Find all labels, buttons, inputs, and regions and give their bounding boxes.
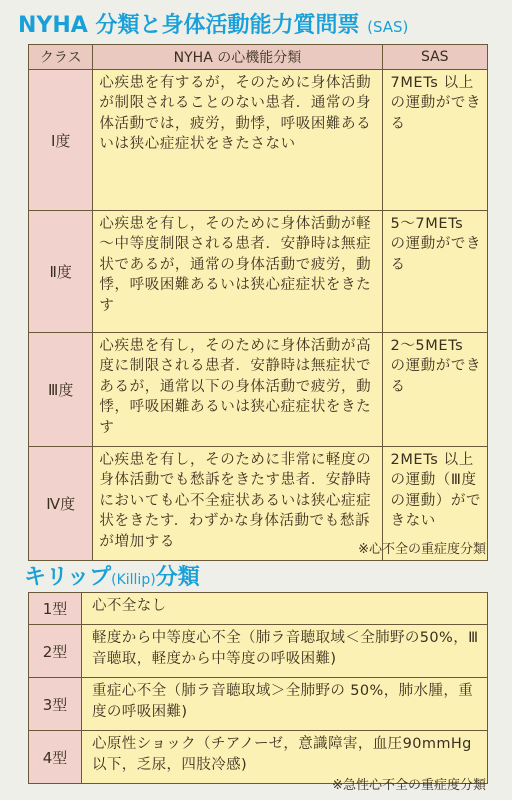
header-sas: SAS: [382, 45, 488, 70]
killip-desc-cell: 心原性ショック（チアノーゼ，意識障害，血圧90mmHg 以下，乏尿，四肢冷感): [82, 731, 488, 784]
class-cell: Ⅳ度: [29, 447, 93, 561]
killip-title-end: 分類: [155, 565, 200, 590]
nyha-header-row: [29, 45, 488, 70]
header-class: クラス: [29, 45, 93, 70]
nyha-title-text: NYHA 分類と身体活動能力質問票: [18, 13, 360, 38]
table-row: [29, 678, 488, 731]
desc-cell: 心疾患を有し，そのために身体活動が高度に制限される患者．安静時は無症状であるが，通常以下の身体活動で疲労，動悸，呼吸困難あるいは狭心症症状をきたす: [93, 333, 382, 447]
table-row: [29, 211, 488, 333]
table-row: [29, 593, 488, 625]
type-cell: 3型: [29, 678, 82, 731]
killip-title-sub: (Killip): [111, 572, 156, 588]
sas-cell: 2METs 以上の運動（Ⅲ度の運動）ができない: [382, 447, 488, 561]
table-row: [29, 625, 488, 678]
killip-desc-cell: 軽度から中等度心不全（肺ラ音聴取域＜全肺野の50%，Ⅲ音聴取，軽度から中等度の呼吸困難): [82, 625, 488, 678]
type-cell: 2型: [29, 625, 82, 678]
killip-note: ※急性心不全の重症度分類: [332, 778, 486, 793]
class-cell: Ⅲ度: [29, 333, 93, 447]
nyha-title: [18, 8, 508, 39]
desc-cell: 心疾患を有し，そのために非常に軽度の身体活動でも愁訴をきたす患者．安静時においても心不全症状あるいは狭心症症状をきたす．わずかな身体活動でも愁訴が増加する: [93, 447, 382, 561]
class-cell: Ⅰ度: [29, 70, 93, 211]
type-cell: 4型: [29, 731, 82, 784]
killip-table: [28, 592, 488, 784]
killip-desc-cell: 心不全なし: [82, 593, 488, 625]
sas-cell: 7METs 以上の運動ができる: [382, 70, 488, 211]
sas-cell: 5～7METs の運動ができる: [382, 211, 488, 333]
nyha-note: ※心不全の重症度分類: [358, 542, 486, 557]
header-nyha: NYHA の心機能分類: [93, 45, 382, 70]
table-row: [29, 70, 488, 211]
killip-title-text: キリップ: [24, 565, 112, 590]
desc-cell: 心疾患を有するが，そのために身体活動が制限されることのない患者．通常の身体活動では，疲労，動悸，呼吸困難あるいは狭心症症状をきたさない: [93, 70, 382, 211]
killip-desc-cell: 重症心不全（肺ラ音聴取域＞全肺野の 50%，肺水腫，重度の呼吸困難): [82, 678, 488, 731]
sas-cell: 2～5METs の運動ができる: [382, 333, 488, 447]
nyha-table: [28, 44, 488, 561]
desc-cell: 心疾患を有し，そのために身体活動が軽～中等度制限される患者．安静時は無症状であるが，通常の身体活動で疲労，動悸，呼吸困難あるいは狭心症症状をきたす: [93, 211, 382, 333]
class-cell: Ⅱ度: [29, 211, 93, 333]
table-row: [29, 333, 488, 447]
nyha-title-sub: (SAS): [367, 18, 409, 36]
type-cell: 1型: [29, 593, 82, 625]
killip-title: [24, 560, 200, 591]
